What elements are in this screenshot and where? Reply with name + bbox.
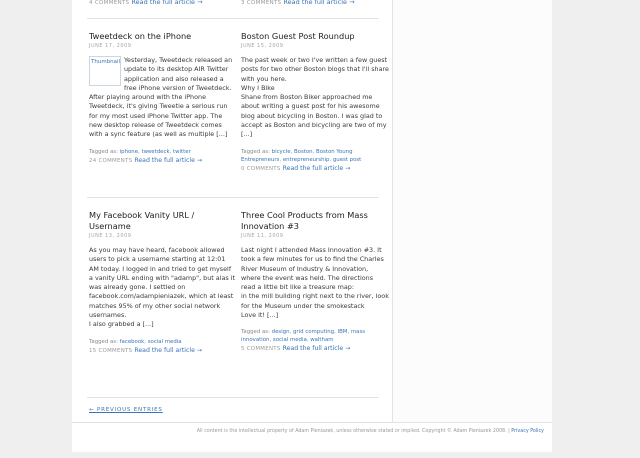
tag-link[interactable]: design <box>271 329 290 336</box>
comment-count: 5 COMMENTS <box>241 346 281 353</box>
post-card <box>241 210 389 352</box>
post-meta <box>241 345 389 352</box>
comment-count: 15 COMMENTS <box>89 347 133 354</box>
post-tags: Tagged as: iphone, tweetdeck, twitter <box>89 148 191 155</box>
post-tags: Tagged as: design, grid computing, IBM, mass innovation, social media, waltham <box>241 329 366 344</box>
comment-count: 24 COMMENTS <box>89 157 133 164</box>
read-more-link[interactable]: Read the full article → <box>282 164 351 172</box>
read-more-link[interactable]: Read the full article → <box>131 0 203 6</box>
post-excerpt: Last night I attended Mass Innovation #3. It took a few minutes for us to find the Charles River Museum of Industry & Innovation, where the event was held. The directions read a little bit like a treasure map: in the mill building right next to the river, look for the Museum under the smokestack Love it! [...] <box>241 246 389 320</box>
tag-link[interactable]: facebook <box>119 338 145 345</box>
post-date: JUNE 11, 2009 <box>241 233 284 239</box>
post-date: JUNE 17, 2009 <box>89 43 132 49</box>
tag-link[interactable]: twitter <box>173 148 191 155</box>
post-date: JUNE 13, 2009 <box>89 233 132 239</box>
read-more-link[interactable]: Read the full article → <box>282 345 351 353</box>
tag-link[interactable]: social media <box>147 338 182 345</box>
post-excerpt: Thumbnail Yesterday, Tweetdeck released an update to its desktop AIR Twitter application and also released a free iPhone version of Tweetdeck. After playing around with the iPhone Tweetdeck, it's giving Tweetie a serious run for my most used iPhone Twitter app. The new desktop release of Tweetdeck comes with a sync feature (as well as multiple [...] <box>89 56 233 139</box>
comment-count: 3 COMMENTS <box>241 0 282 6</box>
tag-link[interactable]: grid computing <box>292 329 335 336</box>
post-meta <box>241 165 389 172</box>
divider <box>87 397 379 398</box>
tag-link[interactable]: iphone <box>119 148 139 155</box>
tag-link[interactable]: guest post <box>332 156 362 163</box>
read-more-link[interactable]: Read the full article → <box>134 156 203 164</box>
divider <box>87 18 379 19</box>
tag-link[interactable]: IBM <box>337 329 348 336</box>
tag-link[interactable]: bicycle <box>271 148 291 155</box>
comment-count: 4 COMMENTS <box>89 0 130 6</box>
tag-link[interactable]: Boston Young Entrepreneurs <box>241 148 353 163</box>
post-tags: Tagged as: facebook, social media <box>89 338 182 345</box>
comment-count: 0 COMMENTS <box>241 165 281 172</box>
footer: All content is the intellectual property of Adam Pieniazek, unless otherwise stated or implied. Copyright © Adam Pieniazek 2008. | Privacy Policy <box>196 429 544 434</box>
post-meta <box>89 0 203 6</box>
page <box>72 0 552 452</box>
tag-link[interactable]: waltham <box>310 337 334 344</box>
tag-link[interactable]: Boston <box>293 148 313 155</box>
tag-link[interactable]: mass innovation <box>241 329 366 344</box>
previous-entries-link[interactable]: ← PREVIOUS ENTRIES <box>89 407 163 413</box>
privacy-policy-link[interactable]: Privacy Policy <box>511 429 544 434</box>
post-card <box>89 31 237 164</box>
post-card <box>89 210 237 354</box>
post-meta <box>89 157 237 164</box>
post-date: JUNE 15, 2009 <box>241 43 284 49</box>
read-more-link[interactable]: Read the full article → <box>134 346 203 354</box>
sidebar <box>393 0 552 422</box>
tag-link[interactable]: entrepreneurship <box>282 156 330 163</box>
post-title[interactable]: Boston Guest Post Roundup <box>241 31 355 41</box>
divider <box>87 197 379 198</box>
post-title[interactable]: My Facebook Vanity URL / Username <box>89 210 195 231</box>
post-card <box>241 31 389 172</box>
post-meta <box>89 347 237 354</box>
tag-link[interactable]: social media <box>272 337 307 344</box>
copyright-text: All content is the intellectual property of Adam Pieniazek, unless otherwise stated or implied. Copyright © Adam Pieniazek 2008. <box>196 429 507 434</box>
post-excerpt: As you may have heard, facebook allowed users to pick a username starting at 12:01 AM today. I logged in and tried to get myself a vanity URL ending with "adamp", but alas it was already gone. I settled on facebook.com/adampieniazek, which at least matches 95% of my other social network usernames. I also grabbed a [...] <box>89 246 236 329</box>
footer-divider <box>72 422 552 423</box>
read-more-link[interactable]: Read the full article → <box>283 0 355 6</box>
post-tags: Tagged as: bicycle, Boston, Boston Young Entrepreneurs, entrepreneurship, guest post <box>241 148 362 163</box>
main-content <box>72 0 393 422</box>
post-meta <box>241 0 355 6</box>
post-excerpt: The past week or two I've written a few guest posts for two other Boston blogs that I'll share with you here. Why I Bike Shane from Boston Biker approached me about writing a guest post for his awesome blog about bicycling in Boston. I was glad to accept as Boston and bicycling are two of my [...] <box>241 56 389 139</box>
tag-link[interactable]: tweetdeck <box>141 148 170 155</box>
thumbnail-image[interactable]: Thumbnail <box>89 56 121 86</box>
post-title[interactable]: Tweetdeck on the iPhone <box>89 31 192 41</box>
post-title[interactable]: Three Cool Products from Mass Innovation #3 <box>241 210 368 231</box>
